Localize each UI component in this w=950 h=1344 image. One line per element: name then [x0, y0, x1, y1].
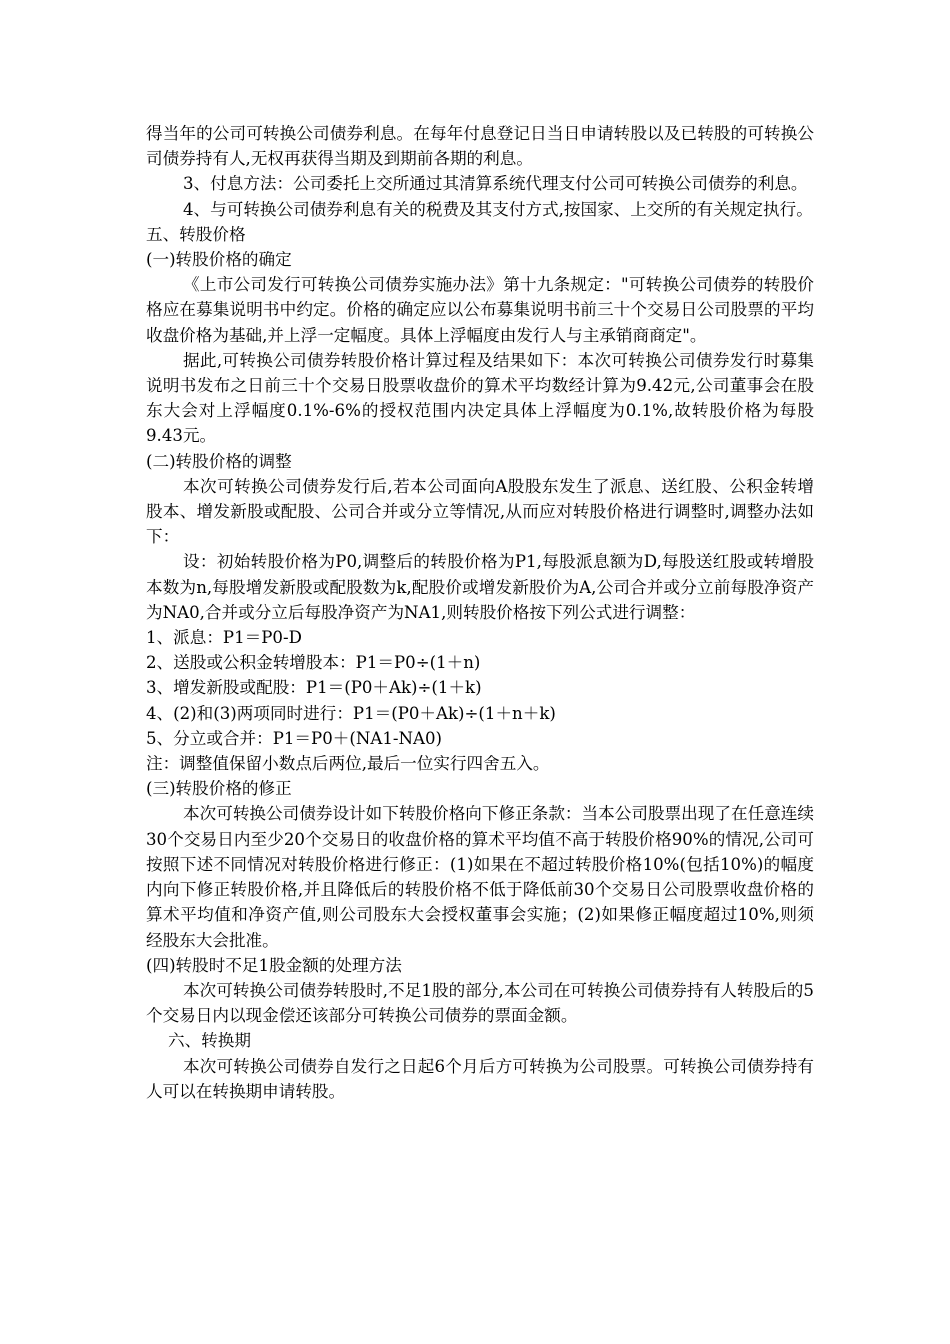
- paragraph-revision-terms: 本次可转换公司债券设计如下转股价格向下修正条款：当本公司股票出现了在任意连续30个交易日内至少20个交易日的收盘价格的算术平均值不高于转股价格90%的情况,公司可按照下述不同情况对转股价格进行修正：(1)如果在不超过转股价格10%(包括10%)的幅度内向下修正转股价格,并且降低后的转股价格不低于降低前30个交易日公司股票收盘价格的算术平均值和净资产值,则公司股东大会授权董事会实施；(2)如果修正幅度超过10%,则须经股东大会批准。: [146, 804, 814, 950]
- subsection-heading-price-determination: (一)转股价格的确定: [146, 250, 292, 270]
- subsection-heading-fractional-shares: (四)转股时不足1股金额的处理方法: [146, 955, 402, 975]
- subsection-heading-price-adjustment: (二)转股价格的调整: [146, 451, 292, 471]
- formula-combined: 4、(2)和(3)两项同时进行：P1＝(P0＋Ak)÷(1＋n＋k): [146, 703, 556, 723]
- formula-split-merger: 5、分立或合并：P1＝P0＋(NA1-NA0): [146, 728, 443, 748]
- paragraph-regulation-quote: 《上市公司发行可转换公司债券实施办法》第十九条规定："可转换公司债券的转股价格应在募集说明书中约定。价格的确定应以公布募集说明书前三十个交易日公司股票的平均收盘价格为基础,并上浮一定幅度。具体上浮幅度由发行人与主承销商商定"。: [146, 275, 814, 345]
- paragraph-payment-method: 3、付息方法：公司委托上交所通过其清算系统代理支付公司可转换公司债券的利息。: [183, 174, 808, 194]
- paragraph-conversion-period: 本次可转换公司债券自发行之日起6个月后方可转换为公司股票。可转换公司债券持有人可以在转换期申请转股。: [146, 1056, 814, 1101]
- paragraph-price-calculation: 据此,可转换公司债券转股价格计算过程及结果如下：本次可转换公司债券发行时募集说明书发布之日前三十个交易日股票收盘价的算术平均数经计算为9.42元,公司董事会在股东大会对上浮幅度0.1%-6%的授权范围内决定具体上浮幅度为0.1%,故转股价格为每股9.43元。: [146, 350, 814, 446]
- formula-dividend: 1、派息：P1＝P0-D: [146, 628, 302, 648]
- rounding-note: 注：调整值保留小数点后两位,最后一位实行四舍五入。: [146, 754, 550, 774]
- formula-rights-issue: 3、增发新股或配股：P1＝(P0＋Ak)÷(1＋k): [146, 678, 482, 698]
- paragraph-adjustment-intro: 本次可转换公司债券发行后,若本公司面向A股股东发生了派息、送红股、公积金转增股本、增发新股或配股、公司合并或分立等情况,从而应对转股价格进行调整时,调整办法如下：: [146, 476, 814, 547]
- section-heading-conversion-period: 六、转换期: [168, 1031, 251, 1051]
- section-heading-conversion-price: 五、转股价格: [146, 224, 246, 244]
- paragraph-variables: 设：初始转股价格为P0,调整后的转股价格为P1,每股派息额为D,每股送红股或转增股本数为n,每股增发新股或配股数为k,配股价或增发新股价为A,公司合并或分立前每股净资产为NA0,合并或分立后每股净资产为NA1,则转股价格按下列公式进行调整：: [146, 552, 814, 622]
- document-body: [146, 121, 814, 1104]
- paragraph-interest-continued: 得当年的公司可转换公司债券利息。在每年付息登记日当日申请转股以及已转股的可转换公司债券持有人,无权再获得当期及到期前各期的利息。: [146, 124, 814, 169]
- paragraph-fractional-handling: 本次可转换公司债券转股时,不足1股的部分,本公司在可转换公司债券持有人转股后的5个交易日内以现金偿还该部分可转换公司债券的票面金额。: [146, 980, 814, 1026]
- formula-bonus-shares: 2、送股或公积金转增股本：P1＝P0÷(1＋n): [146, 653, 481, 673]
- subsection-heading-price-revision: (三)转股价格的修正: [146, 779, 292, 799]
- paragraph-taxes: 4、与可转换公司债券利息有关的税费及其支付方式,按国家、上交所的有关规定执行。: [183, 199, 813, 219]
